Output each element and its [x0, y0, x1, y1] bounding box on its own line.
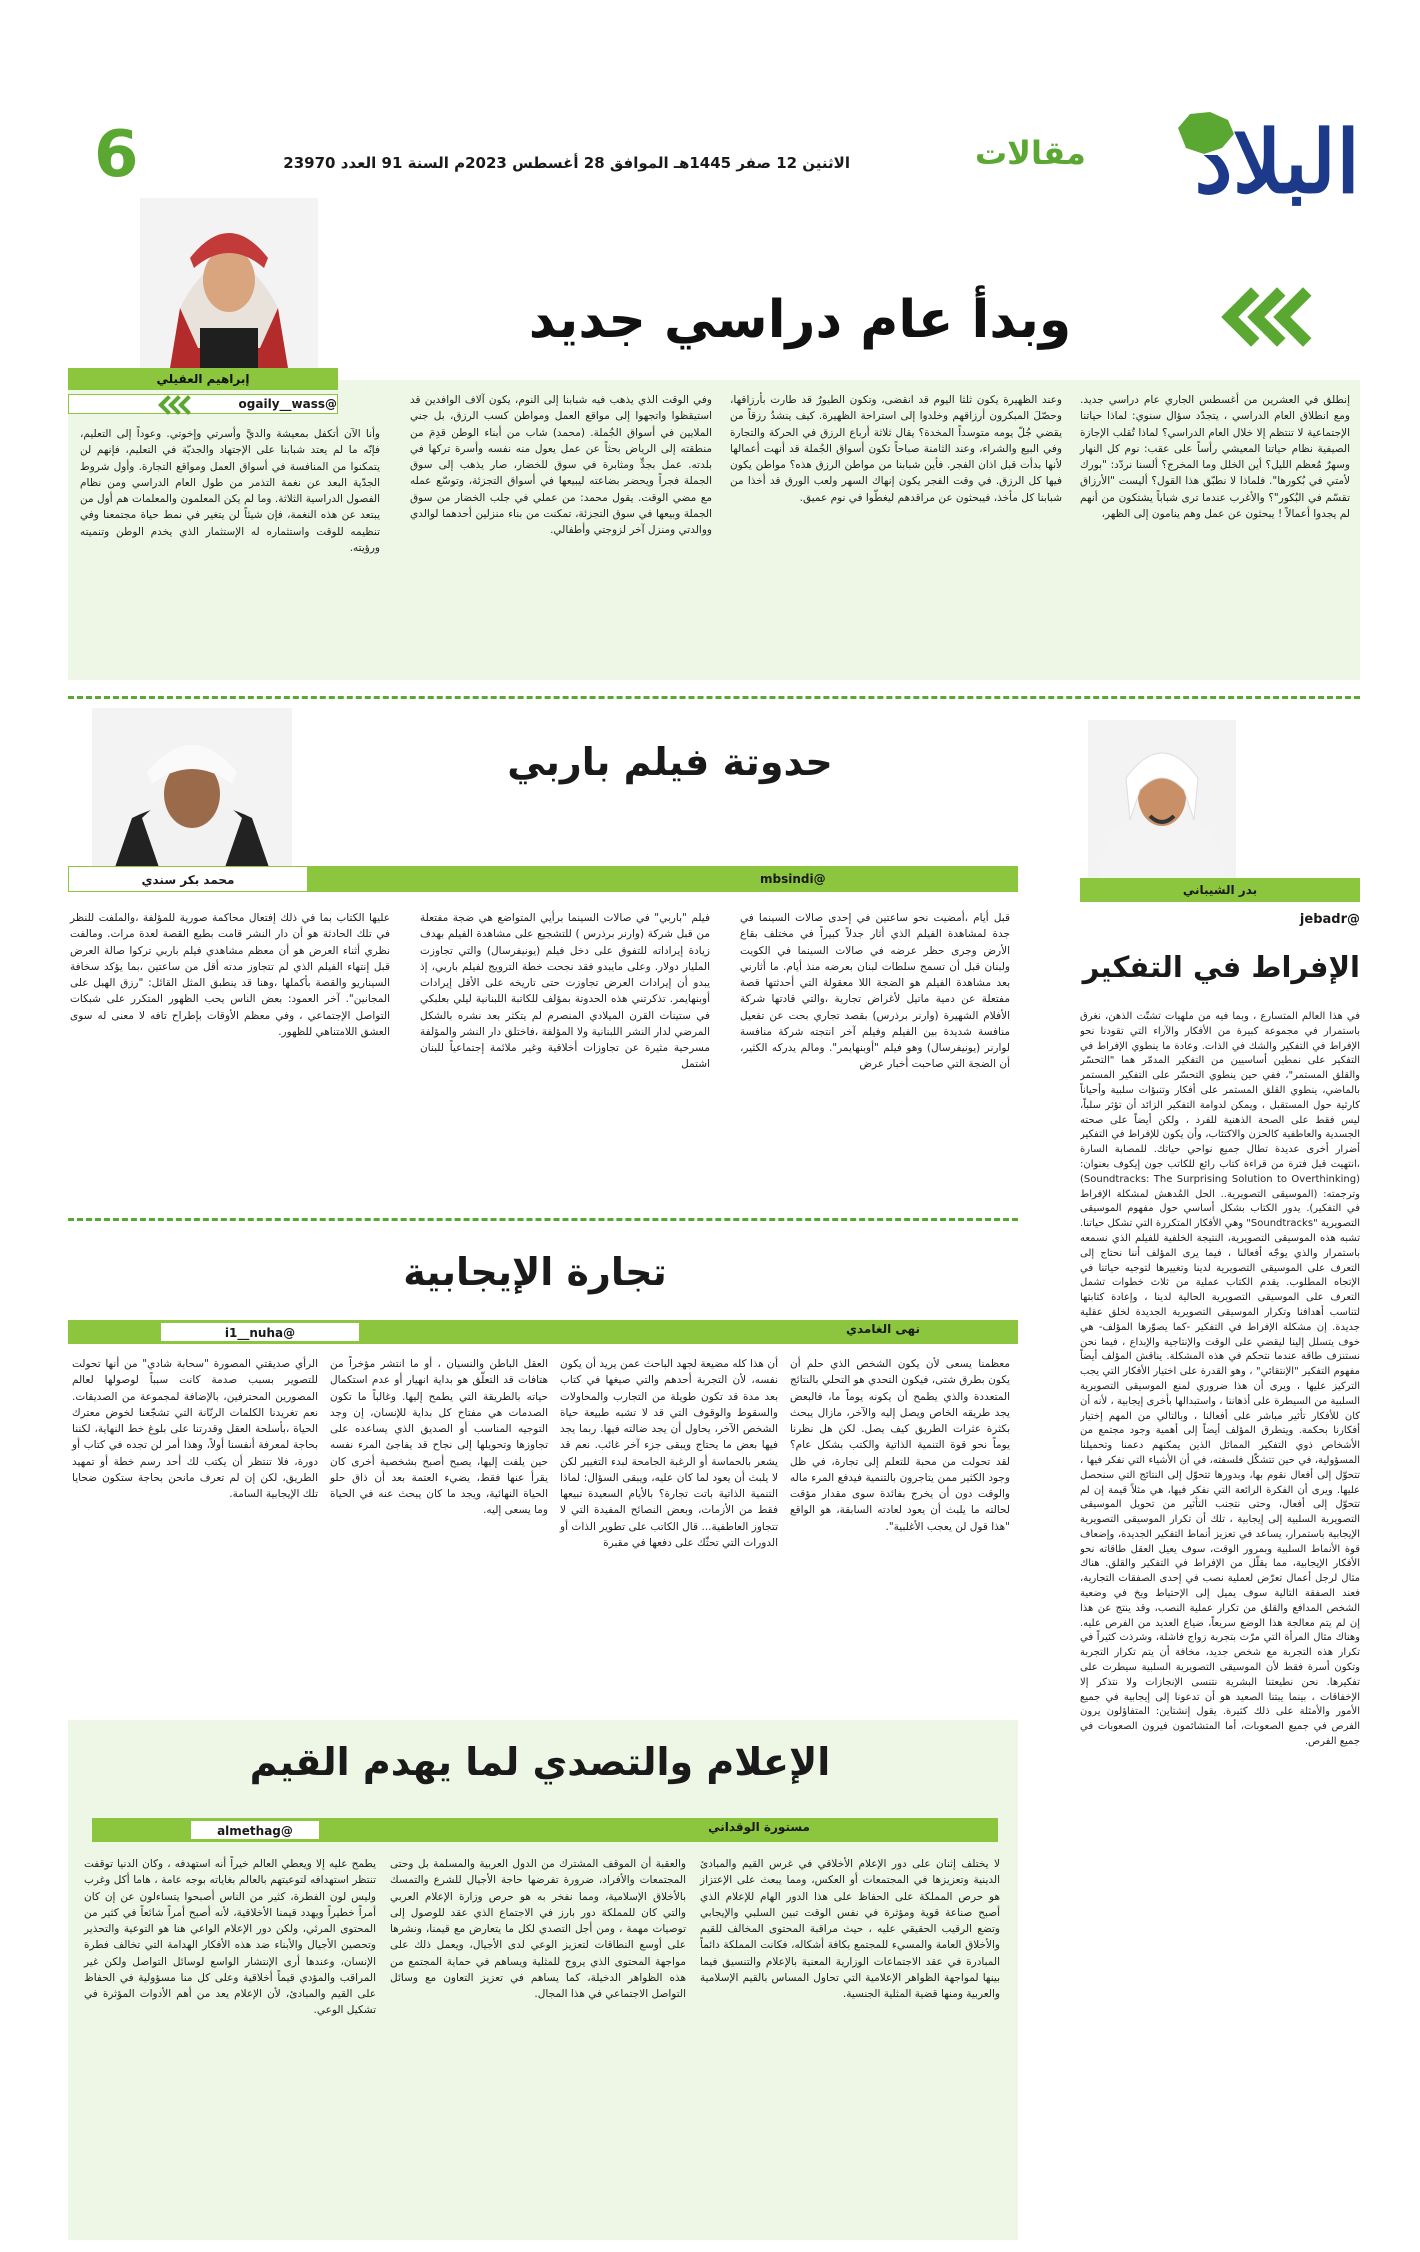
logo-text: البلاد: [1194, 112, 1360, 213]
newspaper-logo: [1120, 108, 1360, 218]
article2-column-3: عليها الكتاب بما في ذلك إفتعال محاكمة صورية للمؤلفة ،والملفت للنظر في تلك الحادثة هو أن دار النشر قامت بطبع القصة لعدة مرات. ومالفت نظري أثناء العرض هو أن معظم مشاهدي فيلم باربي تركوا صالة العرض قبل إنتهاء الفيلم الذي لم تتجاوز مدته أقل من ساعتين ،بما يؤكد سخافة السيناريو والقصة بأكملها ،وهنا قد ينطبق المثل القائل: "رزق الهبل على المجانين". آخر العمود: بعض الناس يحب الظهور المتكرر على شبكات التواصل الإجتماعي ، وفي معظم الأوقات بإطراح تافه لا معنى له سوى العشق اللامتناهي للظهور.: [70, 912, 390, 1038]
author-photo: [140, 198, 318, 368]
page-number: 6: [94, 118, 139, 192]
author-photo: [92, 708, 292, 876]
author-portrait-icon: [1088, 720, 1236, 880]
article4-column-3: يطمح عليه إلا ويعطي العالم خيراً أنه استهدفه ، وكان الدنيا توقفت تنتظر استهدافه لتوعيتهم بالعالم بغاياته بوجه عامة ، هاما أكل وغرب وليس لون الفطرة، كثير من الناس أصبحوا يتساءلون عن إن كان أمراً خطيراً ويهدد قيمنا الأخلاقية، لأنه أصبح أمراً شائعاً في كثير من المحتوى المرئي، ولكن دور الإعلام الواعي هنا هو التوعية والتحذير وتحصين الأجيال والأبناء ضد هذه الأفكار الهدامة التي تخالف فطرة الإنسان، وعندها أرى الإنتشار الواسع لوسائل التواصل ولكن غير المراقب والمؤدي قيماً أخلاقية وعلى كل منا مسؤولية في الحفاظ على القيم والمبادئ، لأن الإعلام يعد من أهم الأدوات المؤثرة في تشكيل الوعي.: [84, 1858, 376, 2017]
chevron-arrows-icon: [1220, 292, 1298, 336]
article2-column-1: قبل أيام ،أمضيت نحو ساعتين في إحدى صالات السينما في جدة لمشاهدة الفيلم الذي أثار جدلاً كبيراً في مختلف بقاع الأرض وجرى حظر عرضه في صالات السينما في الكويت ولبنان قبل أن تسمح سلطات لبنان بعرضه منذ أيام. ما أثارني بعد مشاهدة الفيلم هو الضجة اللا معقولة التي أحدثتها قصة مفتعلة عن دمية ماتيل لأغراض تجارية ،والتي قادتها شركة الأفلام الشهيرة (وارنر برذرس) بقصد تجاري بحت عن تفعيل منافسة شديدة بين الفيلم وفيلم آخر انتجته شركة منافسة لوارنر (يونيفرسال) وهو فيلم "أوبنهايمر". ومالم يدركه الكثير، أن الضجة التي صاحبت أخبار عرض: [740, 912, 1010, 1071]
author-photo: [1088, 720, 1236, 880]
author-portrait-icon: [140, 198, 318, 368]
sidebar-body: في هذا العالم المتسارع ، وبما فيه من ملهيات تشتّت الذهن، نغرق باستمرار في مجموعة كبيرة من الأفكار والآراء التي تقودنا نحو الإفراط في التفكير والشك في الذات. وعادة ما ينطوي الإفراط في التفكير على نمطين أساسيين من التفكير المدمّر هما "التحسّر والقلق المستمر"، ففي حين ينطوي التحسّر على التفكير المستمر بالماضي، ينطوي القلق المستمر على أفكار وتنبؤات سلبية وأحياناً كارثية حول المستقبل ، ويمكن لدوامة التفكير الزائد أن تؤثر سلباً، ليس فقط على الصحة الذهنية للفرد ، ولكن أيضاً على صحته الجسدية والعاطفية كالحزن والاكتئاب، وأن يكون للإفراط في التفكير أضرار أخرى عديدة تطال جميع نواحي حياتك. للمصابة السارة ،انتهيت قبل فترة من قراءة كتاب رائع للكاتب جون إيكوف بعنوان: (Soundtracks: The Surprising Solution to Overthinking) وترجمته: (الموسيقى التصويرية.. الحل المُدهش لمشكلة الإفراط في التفكير). يدور الكتاب بشكل أساسي حول مفهوم الموسيقى التصويرية "Soundtracks" وهي الأفكار المتكررة التي تشكل حياتنا. تشبه هذه الموسيقى التصويرية، النتيجة الخلفية للفيلم الذي نسمعه باستمرار والذي يوجّه أفعالنا ، فيما يرى المؤلف أننا نحتاج إلى التعرف على الموسيقى التصويرية لدينا وتغييرها لتوجيه حياتنا في الإتجاه المطلوب. يقدم الكتاب عملية من ثلاث خطوات تشمل التعرف على الموسيقى التصويرية الحالية لدينا ، وإعادة كتابتها لتناسب أهدافنا وتكرار الموسيقى التصويرية الجديدة لخلق عقلية جديدة. إن مشكلة الإفراط في التفكير -كما يصوّرها المؤلف- هي خوف يتسلل إلينا ليقضي على الوقت والإنتاجية والإبداع ، فيما نحن نستنزف طاقة عندما نتحكم في هذه المشكلة. يناقش المؤلف أيضاً مفهوم التفكير "الإنتقائي" ، وهو القدرة على اختيار الأفكار التي يجب التركيز عليها ، ويرى أن هذا ضروري لمنع الموسيقى التصويرية السلبية من السيطرة على أذهاننا ، واستبدالها بأخرى إيجابية ، لأنه أن كان للأفكار تأثير مباشر على أفعالنا ، وبالتالي من المهم إختيار أفكارنا بحكمة. ويتطرق المؤلف أيضاً إلى أهمية وجود مجتمع من الأشخاص ذوي التفكير المماثل الذين يمكنهم دعمنا وتحميلنا المسؤولية، في حين تتشكّل فلسفته، في أن الأشياء التي نفكر فيها ، تتحوّل إلى أفعال نقوم بها، وبدورها تتحوّل إلى النتائج التي سنحصل عليها. ويرى أن الفكرة الرائعة التي نفكر فيها، هي مثلاً قيمة إن لم تتحوّل إلى أفعال، وحتى نتجنب التأثير من تحويل الموسيقى التصويرية السلبية إلى إيجابية ، تلك أن تكرار الموسيقى التصويرية الإيجابية باستمرار، يساعد في تعزيز أنماط التفكير الجديدة، وإضعاف قوة الأنماط السلبية وبمرور الوقت، سوف يعيل العقل طاقاته نحو الأفكار الإيجابية، مما يقلّل من الإفراط في التفكير والقلق. هناك مثال لرجل أعمال تعرّض لعملية نصب في إحدى الصفقات التجارية، فعند الصفقة التالية سوف يميل إلى الإحتياط ويخ في وضعية الشخص المدافع والقلق من تكرار عملية النصب، وقد ينتج عن هذا إن لم يتم معالجة هذا الوضع سريعاً، ضياع العديد من الفرص عليه. وهناك مثال المرأة التي مرّت بتجربة زواج فاشلة، وشرذت كثيراً في تكرار هذه التجربة مع شخص جديد، مخافة أن يتم تكرار التجربة وتكون أسرة فقط لأن الموسيقى التصويرية السلبية سيطرت على تفكيرها. نحن نطيعتنا البشرية نتنسى الإنجازات ولا نتذكر إلا الإخفاقات ، بينما يبتنا الصعيد هو أن تدعونا إلى إيجابية في جميع الأمور والأمثلة على ذلك كثيرة. يقول إنشتاين: المتفاؤلون يرون الفرص في جميع الصعوبات، أما المتشائمون فيرون الصعوبات في جميع الفرص.: [1080, 1011, 1360, 1748]
section-label: مقالات: [975, 134, 1086, 172]
article1-column-3: وفي الوقت الذي يذهب فيه شبابنا إلى النوم، يكون آلاف الوافدين قد استيقظوا واتجهوا إلى مواقع العمل ومواطن كسب الرزق، بل جني الملايين في أسواق الجُملة. (محمد) شاب من أبناء الوطن قدِمَ من منطقته إلى الرياض بحثاً عن عمل يعول منه نفسه وأسرة تركها في بلدته. عمل بجدٍّ ومثابرة في سوق للخضار، صار يذهب إلى سوق الجملة فجراً ويحضر بضاعته ليبيعها في أسواق التجزئة، وتوسّع عمله مع مضي الوقت. يقول محمد: من عملي في جلب الخضار من سوق الجملة وبيعها في سوق التجزئة، تمكنت من بناء منزلين أحدهما لوالدي ووالدتي ومنزل آخر لزوجتي وأطفالي.: [410, 394, 712, 537]
section-divider: [68, 696, 1360, 699]
small-chevron-icon: [157, 396, 187, 412]
article4-handle: @almethag: [190, 1820, 320, 1840]
article4-column-2: والعقبة أن الموقف المشترك من الدول العربية والمسلمة بل وحتى المجتمعات والأفراد، ضرورة تفرضها حاجة الأجيال للشرع والتمسك بالأخلاق الإسلامية، ومما نفخر به هو حرص وزارة الإعلام العربي والتي كان للمملكة دور بارز في الاجتماع الذي عقد للوصول إلى توصيات مهمة ، ومن أجل التصدي لكل ما يتعارض مع قيمنا، ونشرها على أوسع النطاقات لتعزيز الوعي لدى الأجيال، ويعمل ذلك على مواجهة المحتوى الذي يروج للمثلية ويساهم في حماية المجتمع من هذه الظواهر الدخيلة، كما يساهم في تعزيز التعاون مع وسائل التواصل الاجتماعي في هذا المجال.: [390, 1858, 686, 2001]
article3-column-2: أن هذا كله مضيعة لجهد الباحث عمن يريد أن يكون نفسه، لأن التجربة أحدهم والتي صيغها في كتاب بعد مدة قد تكون طويلة من التجارب والمحاولات والسقوط والوقوف التي قد لا تشبه طبيعة حياة الشخص الآخر، يحاول أن يجد ضالته فيها. ربما يجد فيها بعض ما يحتاج ويبقى جزء آخر غائب. نعم قد يشعر بالحماسة أو الرغبة الجامحة لبدء التغيير لكن لا يلبث أن يعود لما كان عليه، ويبقى السؤال: لماذا التنمية الذاتية باتت تجارة؟ بالأيام السعيدة تبيعها فقط من الأزمات، وبعض النصائح المفيدة التي لا تتجاوز العاطفية... قال الكاتب على تطوير الذات أو الدورات التي تحثّك على دفعها في مقبرة: [560, 1358, 778, 1549]
article2-handle: @mbsindi: [760, 872, 826, 886]
article3-column-3: العقل الباطن والنسيان ، أو ما انتشر مؤخراً من هتافات قد التعلّق هو بداية انهيار أو عدم استكمال حياته بالطريقة التي يطمح إليها. وغالباً ما تكون الصدمات هي مفتاح كل بداية للإنسان، إن وجد التوجيه المناسب أو الصديق الذي يساعده على تجاوزها وتحويلها إلى نجاح قد يفاجئ المرء نفسه حين يلفت إليها، يصبح أصبح بشخصية أخرى كان يقرأ عنها فقط، يضيء العتمة بعد أن ذاق حلو الحياة النهائية، ويجد ما كان يبحث عنه في الحياة وما يسعى إليه.: [330, 1358, 548, 1517]
article3-title: تجارة الإيجابية: [403, 1250, 667, 1294]
article1-handle: @ogaily__wass: [238, 397, 337, 411]
article3-author: نهى الغامدي: [845, 1322, 920, 1336]
article2-author: محمد بكر سندي: [68, 866, 308, 892]
article1-column-2: وعند الظهيرة يكون ثلثا اليوم قد انقضى، وتكون الطيورُ قد طارت بأرزاقها، وحصّلَ المبكرون أرزاقهم وخلدوا إلى استراحة الظهيرة. كيف ينشدُ رزقاً من يقضي جُلّ يومه متوسداً المخدة؟ يقال ثلاثة أرباع الرزق في الحركة والتجارة وفي البيع والشراء، وعند الثامنة صباحاً تكون أسواق الجُملة قد أنهت أعمالها لأنها بدأت قبل اذان الفجر. فأين شبابنا من مواطن الرزق هذه؟ مواطن يكون فيها كل الرزق. في وقت الفجر يكون إنهاك السهر ولعب الورق قد أخذا من شبابنا كل مأخذ، فيبحثون عن مراقدهم ليغطّوا في نوم عميق.: [730, 394, 1062, 504]
article4-column-1: لا يختلف إثنان على دور الإعلام الأخلاقي في غرس القيم والمبادئ الدينية وتعزيزها في المجتمعات أو العكس، ومما يبعث على الإعتزاز هو حرص المملكة على الحفاظ على هذا الدور الهام للإعلام الذي أصبح صناعة قوية ومؤثرة في نفس الوقت تبين السلبي والإيجابي وتضع الرقيب الحقيقي عليه ، حيث مراقبة المحتوى المخالف للقيم والأخلاق العامة والمسيء للمجتمع بكافة أشكاله، فكانت المملكة دائماً المبادرة في عقد الاجتماعات الوزارية المعنية بالإعلام والتنسيق فيما بينها لمواجهة الظواهر الإعلامية التي تحاول المساس بالقيم الإسلامية والعربية ومنها قضية المثلية الجنسية.: [700, 1858, 1000, 2001]
article3-column-1: معظمنا يسعى لأن يكون الشخص الذي حلم أن يكون بطرق شتى، فيكون التحدي هو التحلي بالنتائج المتعددة والذي يطمح أن يكونه يوماً ما، فالبعض يجد طريقه الخاص ويصل إليه والآخر، مازال يبحث بكثرة عثرات الطريق كيف يصل. لكن هل نظرنا يوماً نحو قوة التنمية الذاتية والكتب بشكل عام؟ لقد تحولت من محبة للتعلم إلى تجارة، في ظل وجود الكثير ممن يتاجرون بالتنمية فيدفع المرء ماله والوقت دون أن يخرج بفائدة سوى مقدار مؤقت لحالته ما يلبث أن يعود لعادته السابقة، هو الواقع "هذا قول لن يعجب الأغلبية".: [790, 1358, 1010, 1533]
article4-author: مستورة الوقداني: [708, 1820, 810, 1834]
issue-date-line: الاثنين 12 صفر 1445هـ الموافق 28 أغسطس 2023م السنة 91 العدد 23970: [283, 154, 850, 172]
article1-handle-box: [68, 394, 338, 414]
article1-column-4: وأنا الآن أتكفل بمعيشة والديَّ وأسرتي وإخوتي. وعوداً إلى التعليم، فإنّه ما لم يعتد شبابنا على الإجتهاد والجديّة في التعليم، فإنهم لن يتمكنوا من المنافسة في أسواق العمل ومواقع التجارة. وأول شروط الجدّية البعد عن نغمة التذمر من طول العام الدراسي ومن نظام الفصول الدراسية الثلاثة. وما لم يكن المعلمون والمعلمات هم أول من يبتعد عن هذه النغمة، فإن شيئاً لن يتغير في نمط حياة مجتمعنا وفي تنظيمه للوقت واستثماره له الإستثمار الذي يخدم الوطن وتنميته ورؤيته.: [80, 428, 380, 554]
article1-title: وبدأ عام دراسي جديد: [528, 290, 1072, 350]
article2-title: حدوتة فيلم باربي: [507, 740, 833, 784]
article1-column-1: إنطلق في العشرين من أغسطس الجاري عام دراسي جديد. ومع انطلاق العام الدراسي ، يتجدّد سؤال سنوي: لماذا حياتنا الإجتماعية لا تنتظم إلا خلال العام الدراسي؟ لماذا تُقلب الإجازة الصيفية نظام حياتنا المعيشي رأساً على عقب: نوم كل النهار وسهرٌ مُعظم الليل؟ أين الخلل وما المخرج؟ ألسنا نردّد: "بورك لأمتي في بُكورها". فلماذا لا نطبّق هذا القول؟ أليست "الأرزاق تقسّم في البُكور"؟ والأغرب عندما ترى شباباً يشتكون من أنهم لم يجدوا أعمالاً ! يبحثون عن عمل وهم ينامون إلى الظهر،: [1080, 394, 1350, 520]
article3-handle: @i1__nuha: [160, 1322, 360, 1342]
article1-author: إبراهيم العقيلي: [68, 368, 338, 390]
article4-title: الإعلام والتصدي لما يهدم القيم: [249, 1740, 831, 1784]
article2-column-2: فيلم "باربي" في صالات السينما برأيي المتواضع هي ضجة مفتعلة من قبل شركة (وارنر برذرس ) للتشجيع على مشاهدة الفيلم بهدف زيادة إيراداته للتفوق على دخل فيلم (يونيفرسال) والتي تجاوزت المليار دولار. وعلى مايبدو فقد نجحت خطة الترويج لفيلم باربي، إذ يبدو أن إيرادات العرض تجاوزت حتى تاريخه على الأقل إيرادات أوبنهايمر. تذكرتني هذه الحدوتة بمؤلف للكاتبة اللبنانية ليلي بعلبكي في ستينات القرن الميلادي المنصرم لم يتكثر بعد نشره بالشكل المرضي لدار النشر اللبنانية ولا المؤلفة ،فاختلق دار النشر والمؤلفة مسرحية مثيرة عن تجاوزات أخلاقية وغير ملائمة إجتماعياً للبنان اشتمل: [420, 912, 710, 1071]
article3-column-4: الرأي صديقتي المصورة "سحابة شادي" من أنها تحولت للتصوير بسبب صدمة كانت سبباً لوصولها لعالم المصورين المحترفين، بالإضافة لمجموعة من الصديقات. نعم تغريدنا الكلمات الرنّانة التي تشجّعنا لخوض معترك الحياة ،بأسلحة العقل وقدرتنا على بلوغ خط النهاية، لكننا بحاجة لمعرفة أنفسنا أولاً، وهذا أمر لن تجده في كتاب أو دورة، فلا تنتظر أن يكتب لك أحد رسم خطة أو تمهيد الطريق، لكن إن لم تعرف مانحن بحاجة ستكون ضحايا تلك الإيجابية السامة.: [72, 1358, 318, 1501]
section-divider: [68, 1218, 1018, 1221]
sidebar-author: بدر الشيباني: [1080, 878, 1360, 902]
sidebar-handle: @jebadr: [1299, 912, 1360, 927]
author-portrait-icon: [92, 708, 292, 876]
sidebar-title: الإفراط في التفكير: [1082, 950, 1360, 984]
